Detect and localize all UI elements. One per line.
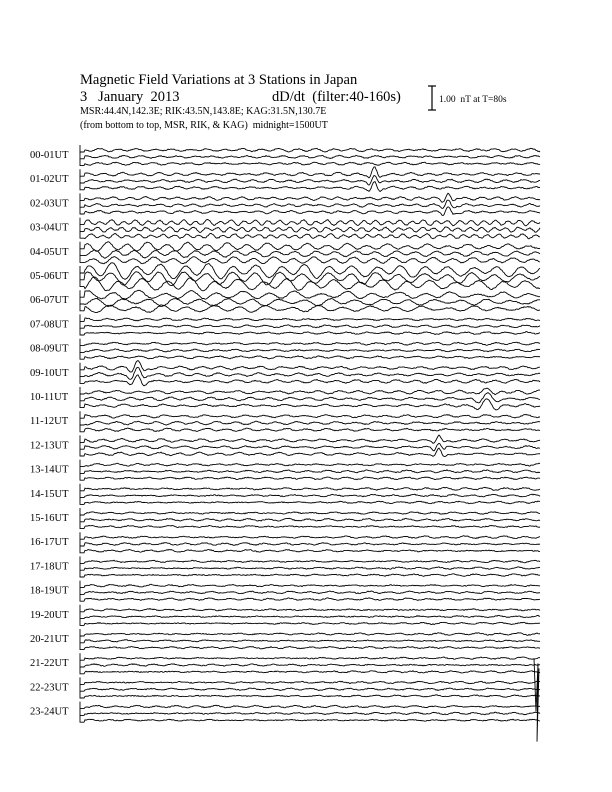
chart-date: 3 January 2013 [80, 89, 180, 105]
trace-KAG [80, 532, 540, 539]
trace-RIK [80, 418, 540, 425]
hour-row-19-20UT [30, 605, 540, 626]
hour-label: 18-19UT [30, 585, 69, 597]
trace-MSR [80, 352, 540, 359]
trace-KAG [80, 263, 540, 279]
trace-KAG [80, 314, 540, 321]
trace-RIK [80, 660, 540, 667]
trace-MSR [80, 594, 540, 601]
station-order-text: (from bottom to top, MSR, RIK, & KAG) [80, 120, 248, 131]
hour-row-04-05UT [30, 242, 540, 264]
hour-row-01-02UT [30, 167, 540, 192]
hour-label: 16-17UT [30, 537, 69, 549]
hour-label: 19-20UT [30, 609, 69, 621]
stations-coordinates: MSR:44.4N,142.3E; RIK:43.5N,143.8E; KAG:31.5N,130.7E [80, 106, 327, 117]
hour-label: 07-08UT [30, 319, 69, 331]
trace-RIK [80, 249, 540, 259]
chart-title: Magnetic Field Variations at 3 Stations in Japan [80, 72, 358, 88]
trace-KAG [80, 242, 540, 252]
hour-row-23-24UT [30, 702, 540, 723]
hour-label: 02-03UT [30, 198, 69, 210]
trace-RIK [80, 297, 540, 307]
trace-MSR [80, 618, 540, 625]
hour-row-03-04UT [30, 218, 540, 239]
trace-MSR [80, 277, 540, 291]
trace-MSR [80, 304, 540, 313]
hour-label: 21-22UT [30, 658, 69, 670]
trace-RIK [80, 175, 540, 185]
trace-MSR [80, 546, 540, 553]
trace-KAG [80, 339, 540, 346]
trace-RIK [80, 515, 540, 522]
hour-row-07-08UT [30, 314, 540, 335]
trace-KAG [80, 193, 540, 202]
trace-MSR [80, 255, 540, 263]
hour-row-12-13UT [30, 435, 540, 457]
trace-KAG [80, 484, 540, 491]
trace-rows [30, 145, 540, 742]
trace-RIK [80, 563, 540, 570]
hour-row-15-16UT [30, 508, 540, 529]
hour-label: 05-06UT [30, 271, 69, 282]
trace-MSR [80, 448, 540, 456]
hour-label: 00-01UT [30, 150, 69, 161]
trace-KAG [80, 556, 540, 563]
hour-label: 14-15UT [30, 488, 69, 500]
hour-row-16-17UT [30, 532, 540, 553]
trace-RIK [80, 539, 540, 546]
trace-RIK [80, 345, 540, 352]
trace-KAG [80, 411, 540, 418]
hour-label: 22-23UT [30, 682, 69, 694]
trace-MSR [80, 497, 540, 504]
trace-KAG [80, 290, 540, 299]
hour-row-21-22UT [30, 653, 540, 674]
trace-RIK [80, 612, 540, 619]
trace-KAG [80, 605, 540, 612]
trace-RIK [80, 708, 540, 715]
trace-MSR [80, 375, 540, 386]
trace-MSR [80, 231, 540, 239]
hour-row-08-09UT [30, 339, 540, 360]
trace-MSR [80, 643, 540, 650]
trace-RIK [80, 224, 540, 232]
hour-label: 17-18UT [30, 561, 69, 573]
trace-MSR [80, 691, 540, 698]
trace-RIK [80, 684, 540, 691]
hour-row-14-15UT [30, 484, 540, 505]
trace-KAG [80, 508, 540, 515]
trace-MSR [80, 328, 540, 335]
trace-KAG [80, 145, 540, 152]
trace-KAG [80, 581, 540, 588]
trace-MSR [80, 522, 540, 529]
hour-row-17-18UT [30, 556, 540, 577]
hour-label: 20-21UT [30, 634, 69, 645]
trace-RIK [80, 636, 540, 643]
trace-RIK [80, 393, 540, 403]
trace-KAG [80, 387, 540, 395]
hour-row-10-11UT [30, 387, 540, 410]
hour-row-02-03UT [30, 193, 540, 215]
trace-MSR [80, 425, 540, 432]
scale-bar-label: 1.00 nT at T=80s [439, 95, 507, 105]
trace-RIK [80, 272, 540, 286]
trace-KAG [80, 167, 540, 178]
trace-KAG [80, 702, 540, 709]
hour-label: 04-05UT [30, 246, 69, 258]
trace-MSR [80, 207, 540, 216]
trace-MSR [80, 667, 540, 674]
hour-label: 15-16UT [30, 513, 69, 524]
trace-MSR [80, 473, 540, 480]
hour-label: 10-11UT [30, 392, 69, 403]
hour-label: 11-12UT [30, 416, 69, 428]
trace-KAG [80, 653, 540, 660]
trace-KAG [80, 677, 540, 684]
trace-MSR [80, 399, 540, 410]
trace-RIK [80, 587, 540, 594]
trace-RIK [80, 491, 540, 498]
trace-KAG [80, 460, 540, 467]
trace-MSR [80, 182, 540, 192]
hour-label: 09-10UT [30, 367, 69, 379]
trace-RIK [80, 466, 540, 473]
hour-label: 03-04UT [30, 222, 69, 234]
hour-row-22-23UT [30, 677, 540, 698]
hour-label: 13-14UT [30, 464, 69, 476]
hour-row-13-14UT [30, 460, 540, 481]
trace-MSR [80, 159, 540, 166]
hour-row-11-12UT [30, 411, 540, 432]
spike-artifact [534, 658, 539, 741]
chart-quantity: dD/dt (filter:40-160s) [272, 89, 401, 105]
hour-row-18-19UT [30, 581, 540, 602]
trace-MSR [80, 715, 540, 722]
hour-row-00-01UT [30, 145, 540, 166]
trace-RIK [80, 200, 540, 208]
trace-KAG [80, 218, 540, 226]
hour-label: 08-09UT [30, 343, 69, 355]
hour-label: 06-07UT [30, 295, 69, 307]
trace-RIK [80, 152, 540, 159]
hour-label: 12-13UT [30, 440, 69, 452]
trace-KAG [80, 435, 540, 443]
midnight-note: midnight=1500UT [252, 120, 328, 131]
trace-KAG [80, 361, 540, 372]
hour-row-06-07UT [30, 290, 540, 312]
hour-label: 23-24UT [30, 706, 69, 718]
trace-RIK [80, 442, 540, 451]
hour-row-09-10UT [30, 361, 540, 386]
hour-row-20-21UT [30, 629, 540, 650]
hour-row-05-06UT [30, 263, 540, 291]
hour-label: 01-02UT [30, 174, 69, 186]
trace-KAG [80, 629, 540, 636]
trace-MSR [80, 570, 540, 577]
trace-RIK [80, 321, 540, 328]
